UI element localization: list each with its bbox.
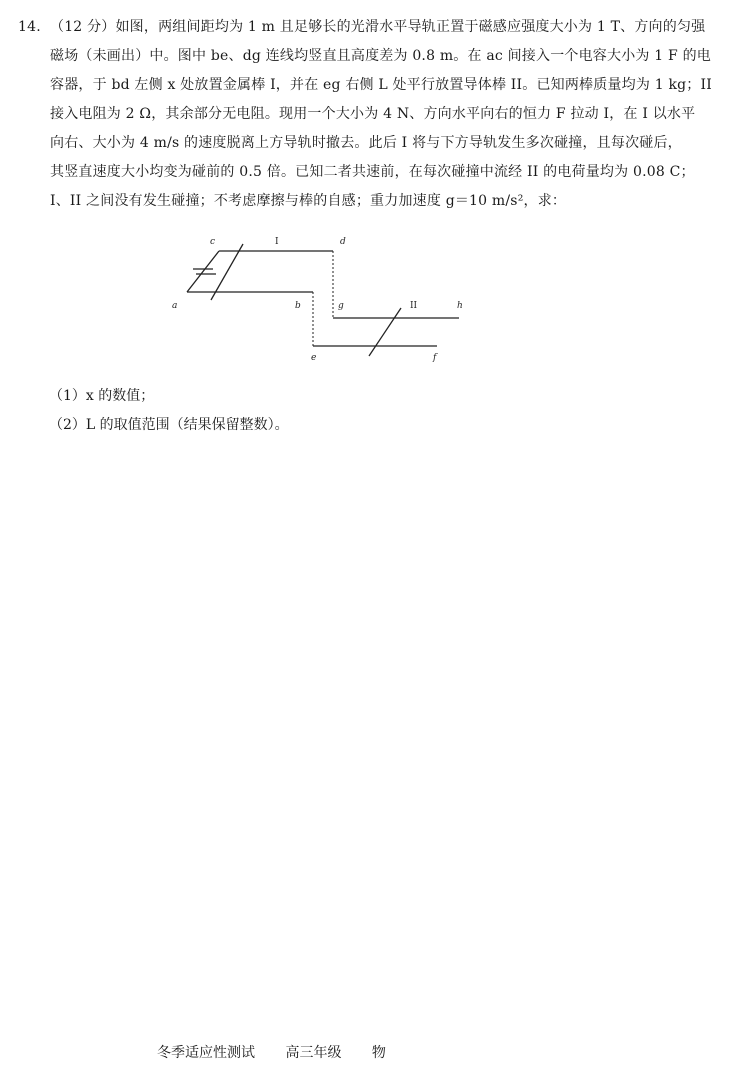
problem-text-line: 向右、大小为 4 m/s 的速度脱离上方导轨时撤去。此后 I 将与下方导轨发生多次碰撞，且每次碰后， [50,135,682,151]
footer-subject: 物 [371,1045,386,1061]
footer-grade: 高三年级 [285,1045,342,1061]
label-c: c [210,237,216,247]
problem-text-line: I、II 之间没有发生碰撞；不考虑摩擦与棒的自感；重力加速度 g＝10 m/s²，求： [50,193,567,209]
rod-II [369,308,401,356]
problem-text-line: 接入电阻为 2 Ω，其余部分无电阻。现用一个大小为 4 N、方向水平向右的恒力 F 拉动 I，在 I 以水平 [50,106,696,122]
problem-14 [18,13,712,216]
sub-question-1: （1）x 的数值； [49,388,155,404]
rail-diagram-svg [165,232,475,364]
rail-diagram [165,232,475,368]
label-d: d [340,237,346,247]
problem-line-1 [18,13,708,42]
label-b: b [295,301,301,311]
label-rod-II: II [410,301,418,311]
label-h: h [457,301,463,311]
label-rod-I: I [275,237,279,247]
label-e: e [311,353,317,363]
label-f: f [433,353,437,363]
question-number: 14. [18,19,41,35]
page-footer [157,1042,386,1062]
problem-text-line: 其竖直速度大小均变为碰前的 0.5 倍。已知二者共速前，在每次碰撞中流经 II 的电荷量均为 0.08 C； [50,164,695,180]
problem-text-line: 磁场（未画出）中。图中 be、dg 连线均竖直且高度差为 0.8 m。在 ac 间接入一个电容大小为 1 F 的电 [50,48,711,64]
label-g: g [338,301,344,311]
label-a: a [172,301,178,311]
problem-text-line: （12 分）如图，两组间距均为 1 m 且足够长的光滑水平导轨正置于磁感应强度大小为 1 T、方向的匀强 [50,19,706,35]
rail-end-ac [187,251,219,292]
problem-text-line: 容器，于 bd 左侧 x 处放置金属棒 I，并在 eg 右侧 L 处平行放置导体棒 II。已知两棒质量均为 1 kg；II [50,77,712,93]
sub-question-2: （2）L 的取值范围（结果保留整数）。 [49,417,289,433]
footer-exam-name: 冬季适应性测试 [157,1045,255,1061]
